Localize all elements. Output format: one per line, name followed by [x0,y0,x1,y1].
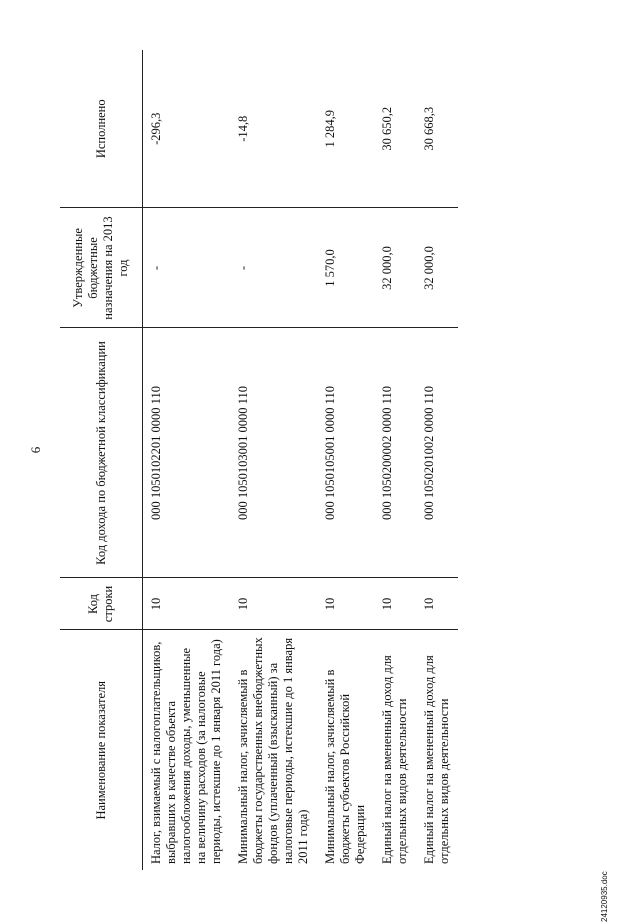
line-code: 10 [416,578,458,630]
table-row [143,50,231,870]
executed-amount: -296,3 [143,50,231,208]
income-code: 000 1050105001 0000 110 [317,328,374,578]
table-row [230,50,317,870]
approved-budget: - [143,208,231,328]
table-row [374,50,416,870]
page-number: 6 [28,446,43,454]
rotated-page [28,50,609,922]
approved-budget: 32 000,0 [374,208,416,328]
income-code: 000 1050200002 0000 110 [374,328,416,578]
header-income-code: Код дохода по бюджетной классификации [60,328,143,578]
line-code: 10 [230,578,317,630]
indicator-name: Налог, взимаемый с налогоплательщиков, выбравших в качестве объекта налогообложения доходы, уменьшенные на величину расходов (за налоговые периоды, истекшие до 1 января 2011 года) [149,639,223,864]
executed-amount: 30 668,3 [416,50,458,208]
table-row [416,50,458,870]
income-code: 000 1050201002 0000 110 [416,328,458,578]
indicator-name: Минимальный налог, зачисляемый в бюджеты субъектов Российской Федерации [323,669,367,864]
table-row [317,50,374,870]
header-line-code: Код строки [60,578,143,630]
line-code: 10 [317,578,374,630]
executed-amount: -14,8 [230,50,317,208]
approved-budget: 32 000,0 [416,208,458,328]
approved-budget: - [230,208,317,328]
indicator-name: Единый налог на вмененный доход для отдельных видов деятельности [380,655,409,864]
approved-budget: 1 570,0 [317,208,374,328]
executed-amount: 1 284,9 [317,50,374,208]
indicator-name: Единый налог на вмененный доход для отдельных видов деятельности [422,655,451,864]
header-executed: Исполнено [60,50,143,208]
table-header-row [60,50,143,870]
executed-amount: 30 650,2 [374,50,416,208]
indicator-name: Минимальный налог, зачисляемый в бюджеты государственных внебюджетных фондов (уплаченный (взысканный) за налоговые периоды, истекшие до 1 января 2011 года) [236,637,310,864]
line-code: 10 [143,578,231,630]
income-code: 000 1050103001 0000 110 [230,328,317,578]
header-approved-budget: Утвержденные бюджетные назначения на 2013 год [60,208,143,328]
document-id: 24120935.doc [600,871,609,922]
line-code: 10 [374,578,416,630]
revenue-table [60,50,458,870]
header-indicator-name: Наименование показателя [60,630,143,870]
income-code: 000 1050102201 0000 110 [143,328,231,578]
